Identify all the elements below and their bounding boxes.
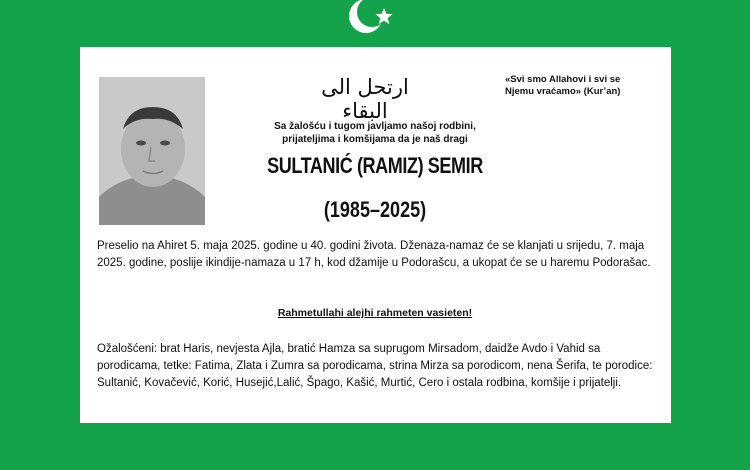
arabic-calligraphy: ارتحل الى البقاء — [321, 75, 409, 123]
intro-line: Sa žalošću i tugom javljamo našoj rodbini, — [274, 121, 476, 132]
portrait-photo — [99, 77, 205, 225]
announcement-text: Preselio na Ahiret 5. maja 2025. godine u 40. godini života. Dženaza-namaz će se klanjati u srijedu, 7. maja 2025. godine, poslije ikindije-namaza u 17 h, kod džamije u Podorašcu, a ukopat će se u haremu Podorašac. — [97, 240, 651, 269]
quote-line: «Svi smo Allahovi i svi se — [505, 74, 621, 85]
prayer-line: Rahmetullahi alejhi rahmeten vasieten! — [277, 307, 473, 319]
obituary-card — [80, 47, 671, 423]
life-years: (1985–2025) — [323, 197, 427, 222]
crescent-star-icon — [338, 0, 418, 40]
mourners-text: Ožalošćeni: brat Haris, nevjesta Ajla, bratić Hamza sa suprugom Mirsadom, daidže Avdo i Vahid sa porodicama, tetke: Fatima, Zlata i Zumra sa porodicama, strina Mirza sa porodicom, nena Šerifa, te porodice: Sultanić, Kovačević, Korić, Husejić,Lalić, Špago, Kašić, Murtić, Cero i ostala rodbina, komšije i prijatelji. — [97, 343, 653, 389]
deceased-name: SULTANIĆ (RAMIZ) SEMIR — [267, 153, 483, 178]
intro-text — [230, 120, 520, 146]
quran-quote — [505, 74, 655, 98]
quote-line: Njemu vraćamo» (Kur’an) — [505, 86, 621, 97]
intro-line: prijateljima i komšijama da je naš dragi — [282, 134, 468, 145]
